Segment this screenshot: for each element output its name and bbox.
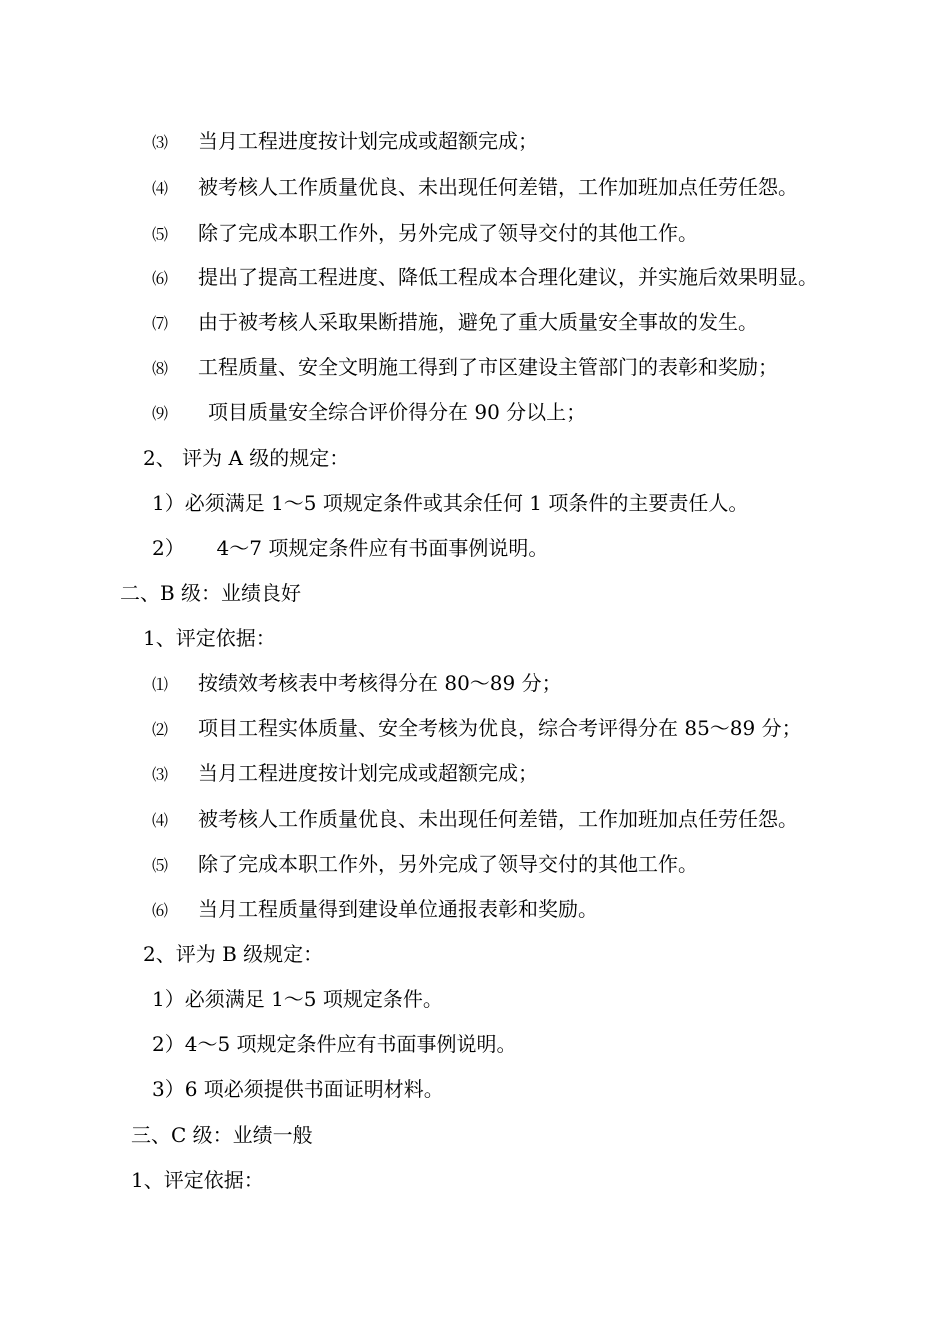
item-number: ⑷ [152, 811, 169, 830]
rule-item: 2） 4～7 项规定条件应有书面事例说明。 [152, 536, 549, 560]
item-number: ⑼ [152, 404, 169, 423]
list-item [152, 344, 778, 390]
list-item [152, 118, 538, 164]
rule-item: 1）必须满足 1～5 项规定条件。 [152, 987, 443, 1011]
item-number: ⑸ [152, 856, 169, 875]
item-text: 项目质量安全综合评价得分在 90 分以上； [208, 400, 587, 424]
section-a-rule-title: 2、 评为 A 级的规定： [143, 446, 350, 470]
list-item [152, 660, 562, 706]
item-number: ⑴ [152, 675, 169, 694]
list-item [152, 705, 802, 751]
list-item [152, 886, 598, 932]
section-c-basis-title: 1、评定依据： [131, 1168, 264, 1192]
section-b-title: 二、B 级：业绩良好 [120, 581, 302, 605]
item-text: 工程质量、安全文明施工得到了市区建设主管部门的表彰和奖励； [198, 355, 778, 379]
section-b-basis-title: 1、评定依据： [143, 626, 276, 650]
item-number: ⑹ [152, 269, 169, 288]
item-number: ⑶ [152, 133, 169, 152]
list-item [152, 164, 798, 210]
item-number: ⑻ [152, 359, 169, 378]
list-item [152, 841, 698, 887]
section-b-rule-title: 2、评为 B 级规定： [143, 942, 324, 966]
item-text: 当月工程进度按计划完成或超额完成； [198, 761, 538, 785]
item-text: 除了完成本职工作外，另外完成了领导交付的其他工作。 [198, 852, 698, 876]
item-text: 当月工程进度按计划完成或超额完成； [198, 129, 538, 153]
list-item [152, 299, 758, 345]
item-number: ⑹ [152, 901, 169, 920]
item-text: 当月工程质量得到建设单位通报表彰和奖励。 [198, 897, 598, 921]
item-text: 项目工程实体质量、安全考核为优良，综合考评得分在 85～89 分； [198, 716, 802, 740]
item-text: 提出了提高工程进度、降低工程成本合理化建议，并实施后效果明显。 [198, 265, 818, 289]
rule-item: 2）4～5 项规定条件应有书面事例说明。 [152, 1032, 517, 1056]
rule-item: 1）必须满足 1～5 项规定条件或其余任何 1 项条件的主要责任人。 [152, 491, 749, 515]
item-number: ⑷ [152, 179, 169, 198]
list-item [152, 750, 538, 796]
item-text: 由于被考核人采取果断措施，避免了重大质量安全事故的发生。 [198, 310, 758, 334]
list-item [152, 210, 698, 256]
item-text: 被考核人工作质量优良、未出现任何差错，工作加班加点任劳任怨。 [198, 175, 798, 199]
item-number: ⑸ [152, 225, 169, 244]
section-c-title: 三、C 级：业绩一般 [131, 1123, 313, 1147]
item-text: 被考核人工作质量优良、未出现任何差错，工作加班加点任劳任怨。 [198, 807, 798, 831]
item-number: ⑶ [152, 765, 169, 784]
list-item [152, 254, 818, 300]
list-item [152, 389, 586, 435]
item-text: 除了完成本职工作外，另外完成了领导交付的其他工作。 [198, 221, 698, 245]
item-text: 按绩效考核表中考核得分在 80～89 分； [198, 671, 562, 695]
rule-item: 3）6 项必须提供书面证明材料。 [152, 1077, 444, 1101]
item-number: ⑵ [152, 720, 169, 739]
item-number: ⑺ [152, 314, 169, 333]
list-item [152, 796, 798, 842]
